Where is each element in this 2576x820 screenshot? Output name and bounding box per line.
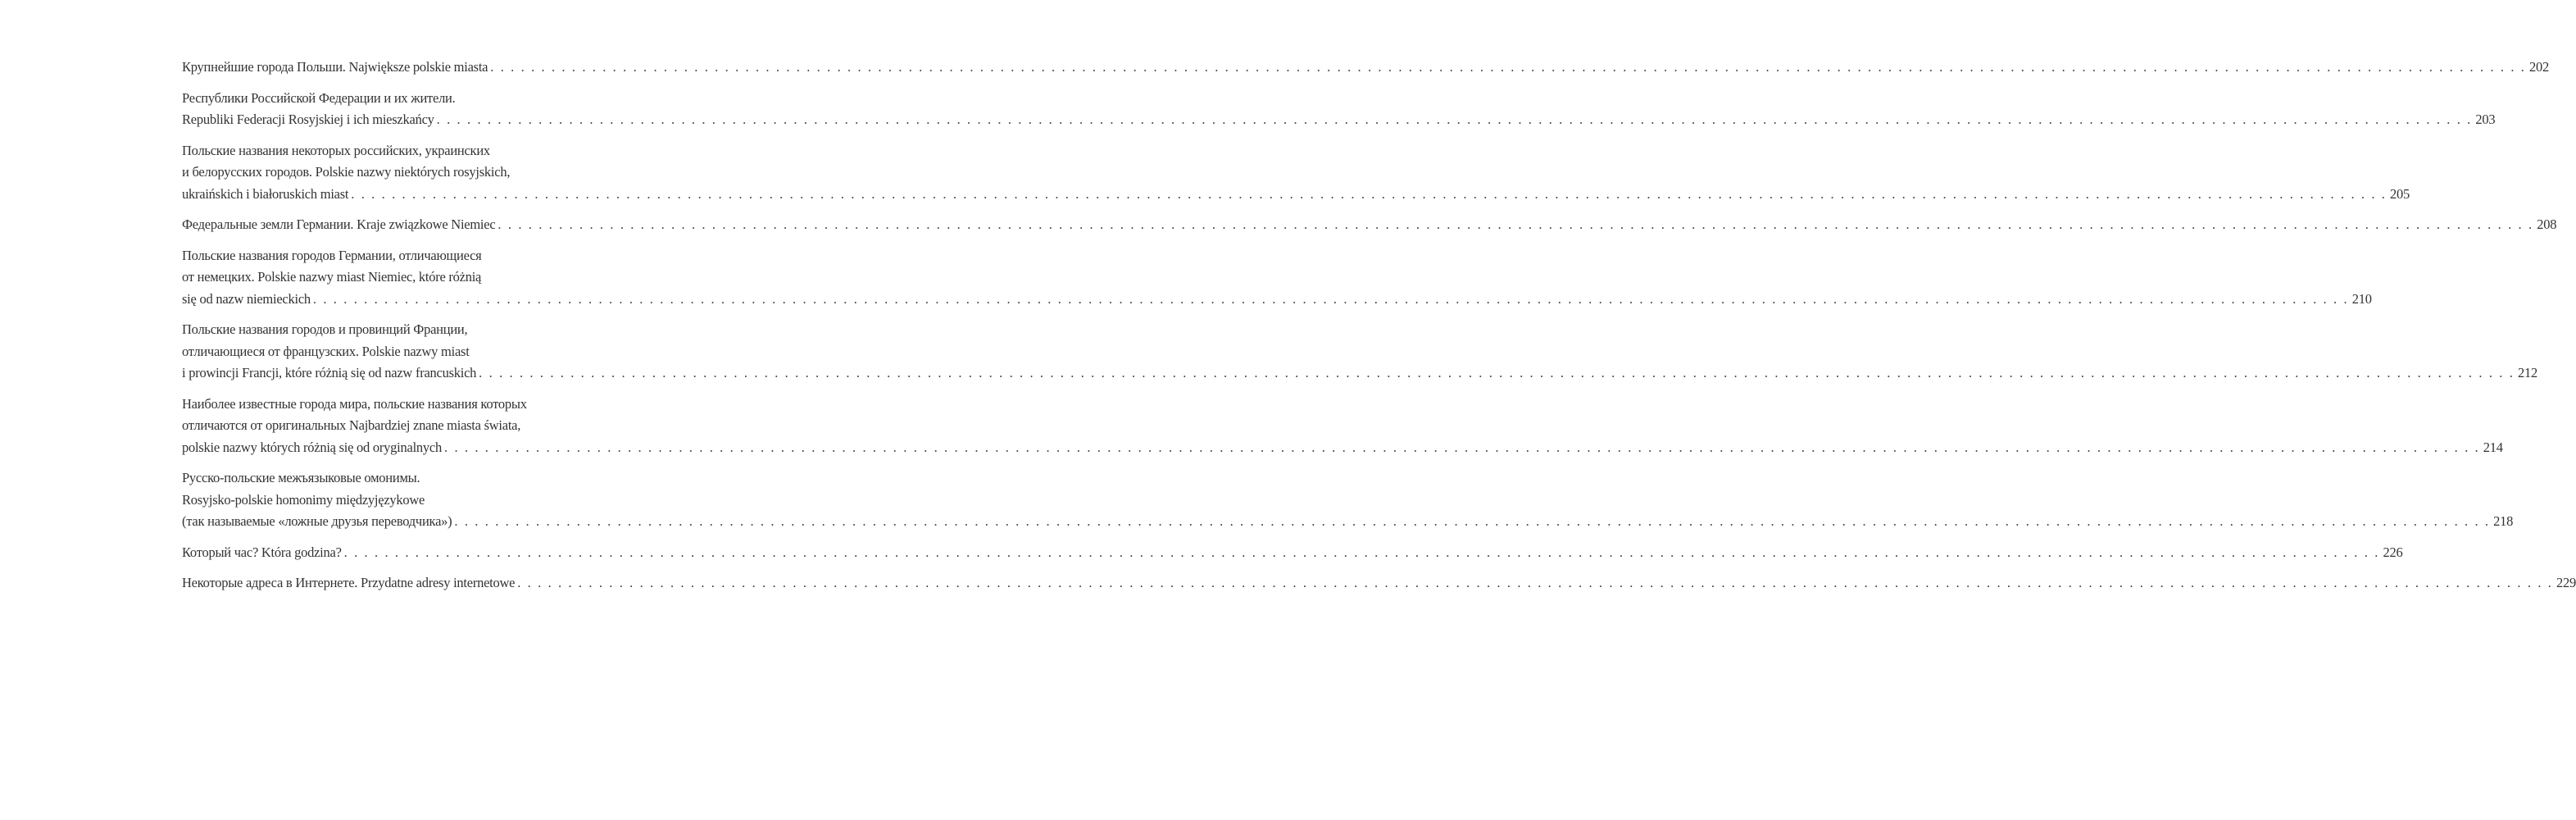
toc-entry[interactable] — [182, 394, 2503, 459]
dot-leader: . . . . . . . . . . . . . . . . . . . . . . . . . . . . . . . . . . . . . . . . . . . . . . . . . . . . . . . . . . . . . . . . . . . . . . . . . . . . . . . . . . . . . . . . . . . . . . . . . . . . . . . . . . . . . . . . . . . . . . . . . . . . . . . . . . . . . . . . . . . . . . . . . . . . . . . . . . . . . . . . . . . . . . . . . . . . . . . . . . . . . . . . . . . . . . . . . . . . . . . . — [497, 216, 2534, 232]
toc-entry-title-line: отличаются от оригинальных Najbardziej znane miasta świata, — [182, 417, 521, 433]
toc-entry-last-line — [182, 184, 2410, 206]
toc-entry-title-line: Который час? Która godzina? — [182, 544, 342, 560]
toc-entry-title-line: Польские названия городов Германии, отличающиеся — [182, 247, 482, 263]
toc-entry-title-line: Наиболее известные города мира, польские названия которых — [182, 395, 527, 412]
toc-entry-title-line: и белорусских городов. Polskie nazwy niektórych rosyjskich, — [182, 164, 511, 180]
dot-leader: . . . . . . . . . . . . . . . . . . . . . . . . . . . . . . . . . . . . . . . . . . . . . . . . . . . . . . . . . . . . . . . . . . . . . . . . . . . . . . . . . . . . . . . . . . . . . . . . . . . . . . . . . . . . . . . . . . . . . . . . . . . . . . . . . . . . . . . . . . . . . . . . . . . . . . . . . . . . . . . . . . . . . . . . . . . . . . . . . . . . . . . . . . . . . . . . . . . . . . . . — [454, 513, 2491, 529]
dot-leader: . . . . . . . . . . . . . . . . . . . . . . . . . . . . . . . . . . . . . . . . . . . . . . . . . . . . . . . . . . . . . . . . . . . . . . . . . . . . . . . . . . . . . . . . . . . . . . . . . . . . . . . . . . . . . . . . . . . . . . . . . . . . . . . . . . . . . . . . . . . . . . . . . . . . . . . . . . . . . . . . . . . . . . . . . . . . . . . . . . . . . . . . . . . . . . . . . . . . . . . . — [436, 112, 2473, 127]
dot-leader: . . . . . . . . . . . . . . . . . . . . . . . . . . . . . . . . . . . . . . . . . . . . . . . . . . . . . . . . . . . . . . . . . . . . . . . . . . . . . . . . . . . . . . . . . . . . . . . . . . . . . . . . . . . . . . . . . . . . . . . . . . . . . . . . . . . . . . . . . . . . . . . . . . . . . . . . . . . . . . . . . . . . . . . . . . . . . . . . . . . . . . . . . . . . . . . . . . . . . . . . — [517, 575, 2553, 590]
toc-entry-title-line: Крупнейшие города Польши. Największe polskie miasta — [182, 59, 488, 75]
toc-entry-title-line: Федеральные земли Германии. Kraje związkowe Niemiec — [182, 216, 496, 232]
dot-leader: . . . . . . . . . . . . . . . . . . . . . . . . . . . . . . . . . . . . . . . . . . . . . . . . . . . . . . . . . . . . . . . . . . . . . . . . . . . . . . . . . . . . . . . . . . . . . . . . . . . . . . . . . . . . . . . . . . . . . . . . . . . . . . . . . . . . . . . . . . . . . . . . . . . . . . . . . . . . . . . . . . . . . . . . . . . . . . . . . . . . . . . . . . . . . . . . . . . . . . . . — [490, 59, 2527, 75]
toc-entry-title-line: Русско-польские межъязыковые омонимы. — [182, 470, 420, 485]
toc-entry[interactable] — [182, 88, 2496, 131]
toc-entry-title-line: Rosyjsko-polskie homonimy międzyjęzykowe — [182, 491, 425, 508]
page-number: 229 — [2556, 575, 2576, 590]
page-number: 203 — [2475, 112, 2496, 127]
toc-entry[interactable] — [182, 572, 2576, 594]
page-number: 205 — [2390, 185, 2410, 202]
toc-entry[interactable] — [182, 542, 2403, 564]
toc-entry-last-line — [182, 57, 2550, 79]
toc-entry-last-line — [182, 289, 2372, 311]
toc-entry-title-line: polskie nazwy których różnią się od oryginalnych — [182, 439, 442, 455]
toc-entry-title-line: Republiki Federacji Rosyjskiej i ich mieszkańcy — [182, 112, 434, 127]
page-number: 214 — [2483, 439, 2503, 455]
toc-entry-title-line: отличающиеся от французских. Polskie nazwy miast — [182, 343, 470, 359]
toc-entry-last-line — [182, 437, 2503, 459]
toc-entry-title-line: się od nazw niemieckich — [182, 290, 311, 307]
toc-entry-title-line: Польские названия городов и провинций Франции, — [182, 321, 468, 337]
toc-entry-last-line — [182, 109, 2496, 131]
toc-entry[interactable] — [182, 319, 2537, 385]
toc-entry[interactable] — [182, 245, 2372, 311]
dot-leader: . . . . . . . . . . . . . . . . . . . . . . . . . . . . . . . . . . . . . . . . . . . . . . . . . . . . . . . . . . . . . . . . . . . . . . . . . . . . . . . . . . . . . . . . . . . . . . . . . . . . . . . . . . . . . . . . . . . . . . . . . . . . . . . . . . . . . . . . . . . . . . . . . . . . . . . . . . . . . . . . . . . . . . . . . . . . . . . . . . . . . . . . . . . . . . . . . . . . . . . . — [343, 544, 2380, 560]
toc-entry[interactable] — [182, 57, 2550, 79]
dot-leader: . . . . . . . . . . . . . . . . . . . . . . . . . . . . . . . . . . . . . . . . . . . . . . . . . . . . . . . . . . . . . . . . . . . . . . . . . . . . . . . . . . . . . . . . . . . . . . . . . . . . . . . . . . . . . . . . . . . . . . . . . . . . . . . . . . . . . . . . . . . . . . . . . . . . . . . . . . . . . . . . . . . . . . . . . . . . . . . . . . . . . . . . . . . . . . . . . . . . . . . . — [312, 290, 2349, 307]
toc-entry[interactable] — [182, 140, 2410, 206]
toc-entry-last-line — [182, 572, 2576, 594]
dot-leader: . . . . . . . . . . . . . . . . . . . . . . . . . . . . . . . . . . . . . . . . . . . . . . . . . . . . . . . . . . . . . . . . . . . . . . . . . . . . . . . . . . . . . . . . . . . . . . . . . . . . . . . . . . . . . . . . . . . . . . . . . . . . . . . . . . . . . . . . . . . . . . . . . . . . . . . . . . . . . . . . . . . . . . . . . . . . . . . . . . . . . . . . . . . . . . . . . . . . . . . . — [444, 439, 2480, 455]
toc-entry-last-line — [182, 511, 2514, 533]
toc-entry-title-line: ukraińskich i białoruskich miast — [182, 185, 349, 202]
toc-entry-title-line: Польские названия некоторых российских, украинских — [182, 142, 490, 158]
page-number: 226 — [2383, 544, 2403, 560]
page-number: 218 — [2493, 513, 2514, 529]
toc-entry-title-line: (так называемые «ложные друзья переводчика») — [182, 513, 452, 529]
toc-entry-last-line — [182, 362, 2537, 385]
toc-entry-title-line: от немецких. Polskie nazwy miast Niemiec, które różnią — [182, 269, 482, 285]
page-number: 202 — [2529, 59, 2550, 75]
page-number: 212 — [2517, 365, 2537, 380]
dot-leader: . . . . . . . . . . . . . . . . . . . . . . . . . . . . . . . . . . . . . . . . . . . . . . . . . . . . . . . . . . . . . . . . . . . . . . . . . . . . . . . . . . . . . . . . . . . . . . . . . . . . . . . . . . . . . . . . . . . . . . . . . . . . . . . . . . . . . . . . . . . . . . . . . . . . . . . . . . . . . . . . . . . . . . . . . . . . . . . . . . . . . . . . . . . . . . . . . . . . . . . . — [351, 185, 2387, 202]
toc-entry[interactable] — [182, 214, 2557, 236]
table-of-contents — [182, 57, 2576, 604]
toc-entry-last-line — [182, 214, 2557, 236]
page-number: 210 — [2351, 290, 2372, 307]
toc-entry-title-line: i prowincji Francji, które różnią się od nazw francuskich — [182, 365, 477, 380]
dot-leader: . . . . . . . . . . . . . . . . . . . . . . . . . . . . . . . . . . . . . . . . . . . . . . . . . . . . . . . . . . . . . . . . . . . . . . . . . . . . . . . . . . . . . . . . . . . . . . . . . . . . . . . . . . . . . . . . . . . . . . . . . . . . . . . . . . . . . . . . . . . . . . . . . . . . . . . . . . . . . . . . . . . . . . . . . . . . . . . . . . . . . . . . . . . . . . . . . . . . . . . . — [479, 365, 2515, 380]
page-number: 208 — [2537, 216, 2557, 232]
toc-entry-title-line: Некоторые адреса в Интернете. Przydatne adresy internetowe — [182, 575, 516, 590]
toc-entry-title-line: Республики Российской Федерации и их жители. — [182, 89, 456, 106]
toc-entry-last-line — [182, 542, 2403, 564]
toc-entry[interactable] — [182, 467, 2514, 533]
